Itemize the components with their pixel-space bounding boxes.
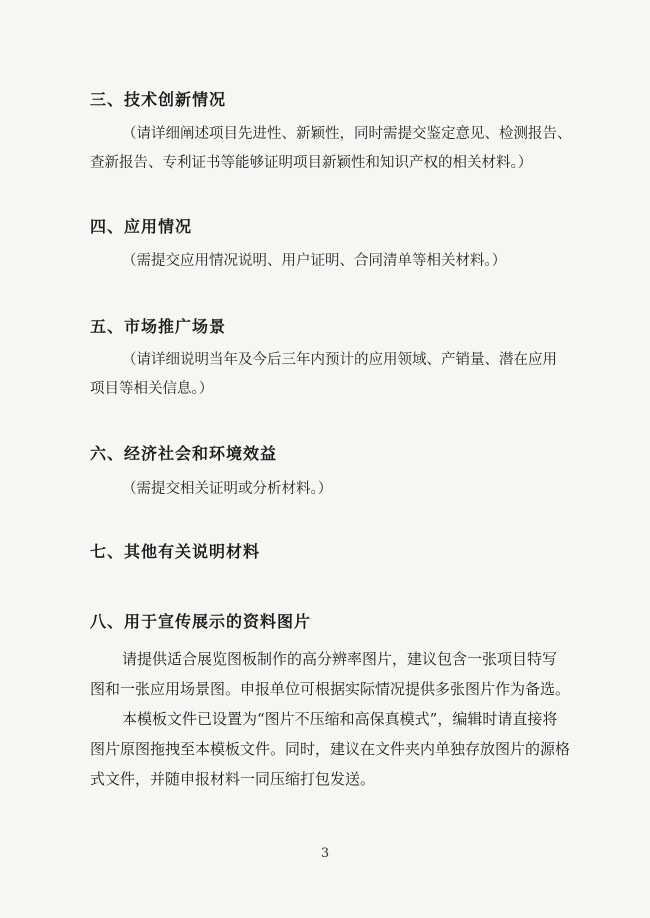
note-line: 项目等相关信息。）: [90, 381, 214, 397]
paragraph-line: 图和一张应用场景图。申报单位可根据实际情况提供多张图片作为备选。: [90, 680, 571, 698]
note-line: （请详细说明当年及今后三年内预计的应用领域、产销量、潜在应用: [122, 352, 557, 368]
section-note-tech-innovation: [90, 120, 590, 178]
page-number: 3: [320, 846, 330, 861]
paragraph-line: 式文件，并随申报材料一同压缩打包发送。: [90, 770, 376, 788]
note-line: （需提交相关证明或分析材料。）: [122, 481, 333, 497]
section-heading-tech-innovation: 三、技术创新情况: [90, 90, 227, 109]
paragraph-line: 请提供适合展览图板制作的高分辨率图片，建议包含一张项目特写: [122, 650, 558, 668]
note-line: （需提交应用情况说明、用户证明、合同清单等相关材料。）: [122, 253, 507, 269]
section-heading-application: 四、应用情况: [90, 217, 193, 236]
paragraph-line: 图片原图拖拽至本模板文件。同时，建议在文件夹内单独存放图片的源格: [90, 740, 571, 758]
section-note-application: [90, 247, 590, 276]
note-line: （请详细阐述项目先进性、新颖性，同时需提交鉴定意见、检测报告、: [122, 126, 572, 142]
paragraph-line: 本模板文件已设置为“图片不压缩和高保真模式”，编辑时请直接将: [122, 710, 558, 728]
section-heading-benefits: 六、经济社会和环境效益: [90, 444, 278, 463]
section-paragraph-promo-2: [90, 704, 595, 794]
section-note-market: [90, 346, 590, 404]
note-line: 查新报告、专利证书等能够证明项目新颖性和知识产权的相关材料。）: [90, 155, 533, 171]
section-note-benefits: [90, 475, 590, 504]
section-paragraph-promo-1: [90, 644, 595, 704]
section-heading-other-materials: 七、其他有关说明材料: [90, 542, 261, 561]
section-heading-market: 五、市场推广场景: [90, 317, 227, 336]
section-heading-promo-images: 八、用于宣传展示的资料图片: [90, 612, 312, 631]
